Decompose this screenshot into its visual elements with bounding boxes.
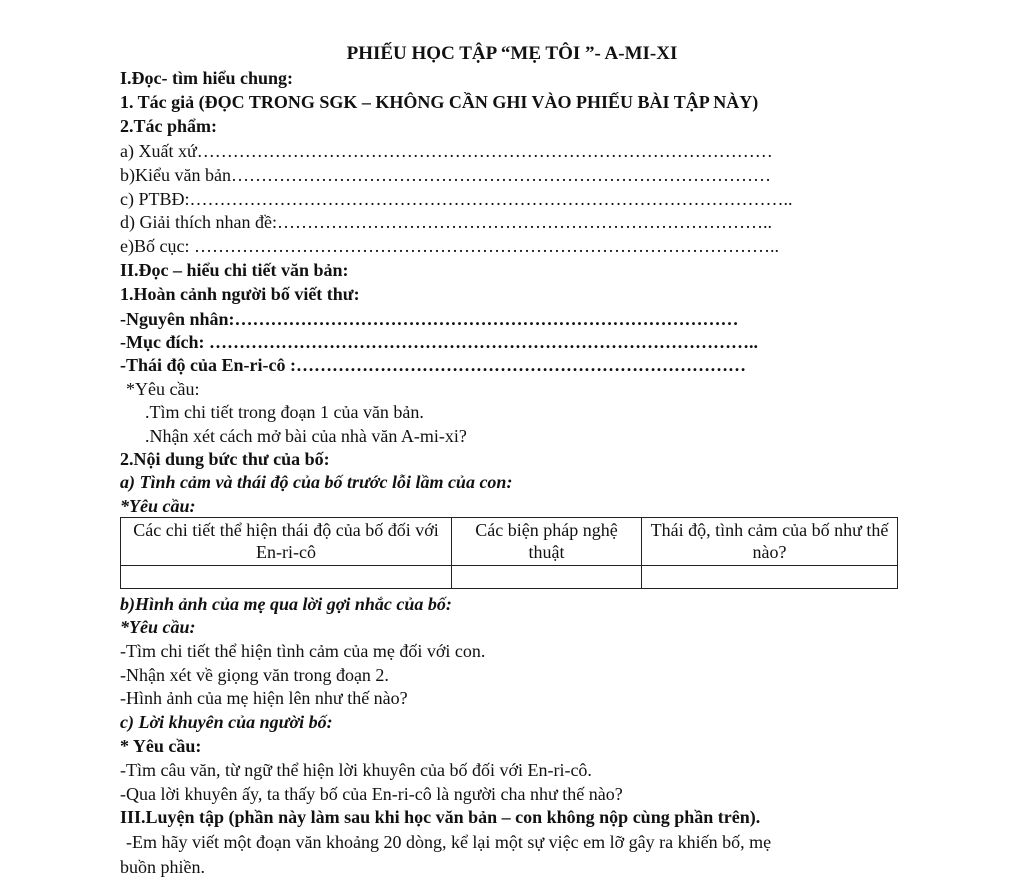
origin-line: a) Xuất xứ…………………………………………………………………………………… (120, 141, 773, 161)
subsection-a-heading: a) Tình cảm và thái độ của bố trước lỗi lầm của con: (120, 472, 513, 492)
requirement-label: *Yêu cầu: (126, 379, 200, 399)
subsection-c-requirement: * Yêu cầu: (120, 736, 202, 756)
exercise-line: -Em hãy viết một đoạn văn khoảng 20 dòng, kể lại một sự việc em lỡ gây ra khiến bố, mẹ (126, 832, 772, 852)
table-cell[interactable] (452, 566, 642, 589)
subsection-b-heading: b)Hình ảnh của mẹ qua lời gợi nhắc của bố: (120, 594, 452, 614)
table-cell[interactable] (121, 566, 452, 589)
table-header-row (121, 518, 898, 566)
text-type-line: b)Kiểu văn bản……………………………………………………………………………… (120, 165, 771, 185)
subsection-a-requirement: *Yêu cầu: (120, 496, 196, 516)
circumstance-heading: 1.Hoàn cảnh người bố viết thư: (120, 284, 360, 304)
table-row (121, 566, 898, 589)
page-title: PHIẾU HỌC TẬP “MẸ TÔI ”- A-MI-XI (346, 43, 678, 64)
requirement-item: .Tìm chi tiết trong đoạn 1 của văn bản. (145, 402, 424, 422)
requirement-item: -Qua lời khuyên ấy, ta thấy bố của En-ri-cô là người cha như thế nào? (120, 784, 623, 804)
subsection-b-requirement: *Yêu cầu: (120, 617, 196, 637)
letter-content-heading: 2.Nội dung bức thư của bố: (120, 449, 330, 469)
table-cell[interactable] (642, 566, 898, 589)
section-3-heading: III.Luyện tập (phần này làm sau khi học văn bản – con không nộp cùng phần trên). (120, 807, 761, 827)
author-line: 1. Tác giả (ĐỌC TRONG SGK – KHÔNG CẦN GHI VÀO PHIẾU BÀI TẬP NÀY) (120, 92, 759, 112)
section-2-heading: II.Đọc – hiểu chi tiết văn bản: (120, 260, 349, 280)
attitude-line: -Thái độ của En-ri-cô :………………………………………………………………… (120, 355, 747, 375)
purpose-line: -Mục đích: ……………………………………………………………………………….. (120, 332, 758, 352)
exercise-line: buồn phiền. (120, 857, 205, 877)
section-1-heading: I.Đọc- tìm hiểu chung: (120, 68, 294, 88)
work-heading: 2.Tác phẩm: (120, 116, 218, 136)
requirement-item: -Hình ảnh của mẹ hiện lên như thế nào? (120, 688, 408, 708)
cause-line: -Nguyên nhân:………………………………………………………………………… (120, 309, 739, 329)
table-header-cell: Thái độ, tình cảm của bố như thế nào? (642, 518, 898, 566)
expression-mode-line: c) PTBĐ:……………………………………………………………………………………….. (120, 189, 793, 209)
table-header-cell: Các biện pháp nghệ thuật (452, 518, 642, 566)
requirement-item: -Nhận xét về giọng văn trong đoạn 2. (120, 665, 389, 685)
requirement-item: -Tìm chi tiết thể hiện tình cảm của mẹ đối với con. (120, 641, 486, 661)
analysis-table (120, 517, 898, 589)
requirement-item: -Tìm câu văn, từ ngữ thể hiện lời khuyên của bố đối với En-ri-cô. (120, 760, 592, 780)
subsection-c-heading: c) Lời khuyên của người bố: (120, 712, 333, 732)
requirement-item: .Nhận xét cách mở bài của nhà văn A-mi-xi? (145, 426, 467, 446)
title-meaning-line: d) Giải thích nhan đề:……………………………………………………………………….. (120, 212, 772, 232)
structure-line: e)Bố cục: …………………………………………………………………………………….. (120, 236, 779, 256)
table-header-cell: Các chi tiết thể hiện thái độ của bố đối với En-ri-cô (121, 518, 452, 566)
